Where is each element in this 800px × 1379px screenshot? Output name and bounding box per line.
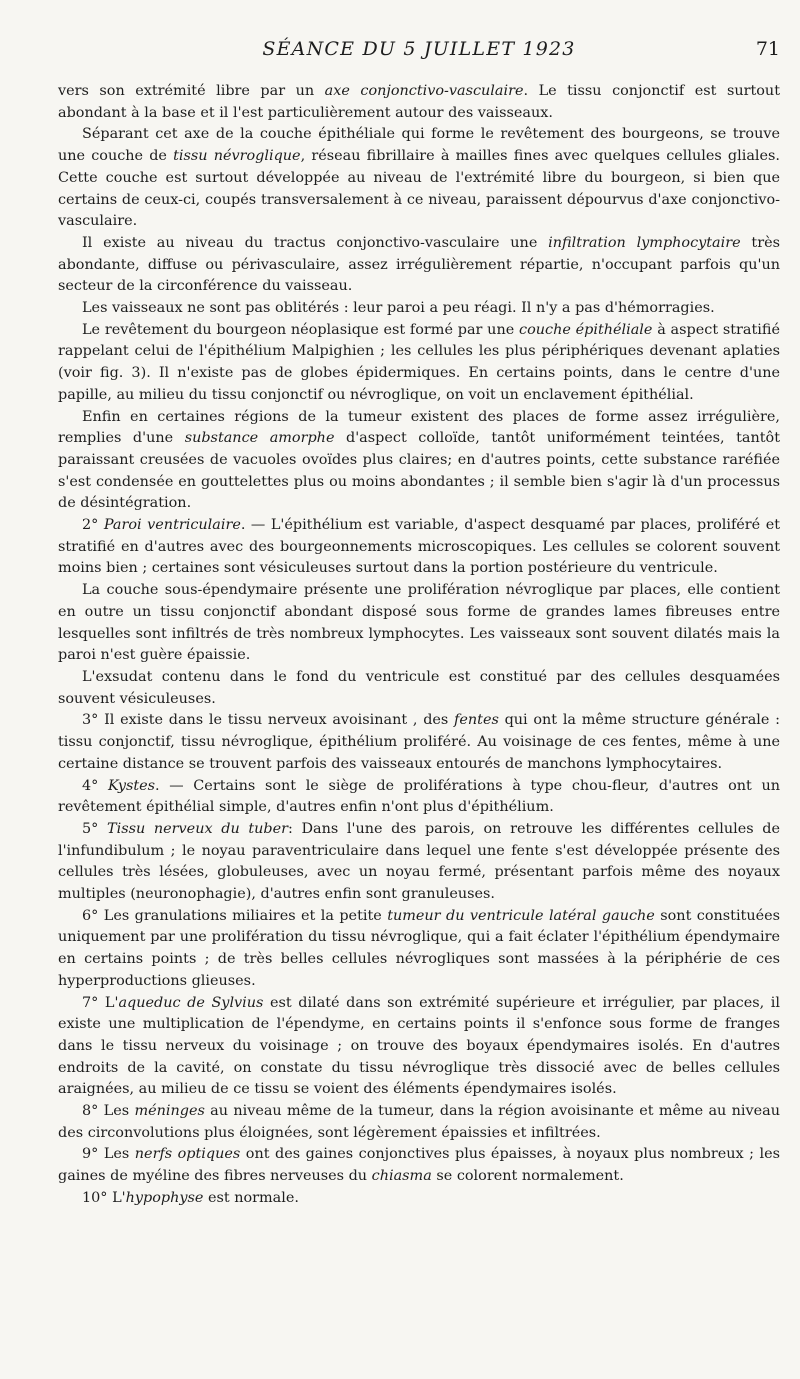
italic-run: aqueduc de Sylvius — [118, 994, 264, 1011]
paragraph — [58, 298, 780, 320]
text-run: 3° Il existe dans le tissu nerveux avoisinant , des — [82, 712, 455, 729]
text-run: ont des gaines conjonctives plus épaisses, à noyaux plus nombreux ; les gaines de myéline des fibres nerveuses du — [58, 1146, 780, 1185]
paragraph — [58, 710, 780, 775]
text-run: La couche sous-épendymaire présente une prolifération névroglique par places, elle contient en outre un tissu conjonctif abondant disposé sous forme de grandes lames fibreuses entre lesquelles sont infiltrés de très nombreux lymphocytes. Les vaisseaux sont souvent dilatés mais la paroi n'est guère épaissie. — [58, 582, 780, 664]
paragraph — [58, 993, 780, 1102]
running-title: SÉANCE DU 5 JUILLET 1923 — [262, 38, 576, 60]
text-run: se colorent normalement. — [431, 1168, 624, 1185]
paragraph — [58, 776, 780, 819]
paragraph — [58, 407, 780, 516]
italic-run: hypophyse — [125, 1189, 204, 1206]
text-run: sont constituées uniquement par une prolifération du tissu névroglique, qui a fait éclater l'épithélium épendymaire en certains points ; de très belles cellules névrogliques sont massées à la périphérie de ces hyperproductions glieuses. — [58, 907, 781, 989]
body-text — [58, 81, 780, 1210]
italic-run: méninges — [134, 1103, 205, 1120]
text-run: au niveau même de la tumeur, dans la région avoisinante et même au niveau des circonvolutions plus éloignées, sont légèrement épaissies et infiltrées. — [58, 1103, 780, 1141]
italic-run: Tissu nerveux du tuber — [107, 820, 289, 837]
text-run: 9° Les — [82, 1146, 135, 1163]
text-run: 2° — [82, 517, 104, 534]
text-run: est dilaté dans son extrémité supérieure et irrégulier, par places, il existe une multiplication de l'épendyme, en certains points il s'enfonce sous forme de franges dans le tissu nerveux du voisinage ; on trouve des boyaux épendymaires isolés. En d'autres endroits de la cavité, on constate du tissu névroglique très dissocié avec de belles cellules araignées, au milieu de ce tissu se voient des éléments épendymaires isolés. — [58, 994, 780, 1098]
text-run: 8° Les — [82, 1103, 135, 1120]
text-run: très abondante, diffuse ou périvasculaire, assez irrégulièrement répartie, n'occupant parfois qu'un secteur de la circonférence du vaisseau. — [58, 234, 780, 295]
italic-run: infiltration lymphocytaire — [548, 234, 741, 251]
text-run: qui ont la même structure générale : tissu conjonctif, tissu névroglique, épithélium proliféré. Au voisinage de ces fentes, même à une certaine distance se trouvent parfois des vaisseaux entourés de manchons lymphocytaires. — [58, 712, 780, 772]
italic-run: axe conjonctivo-vasculaire — [324, 83, 524, 99]
text-run: est normale. — [203, 1189, 299, 1206]
paragraph — [58, 906, 780, 993]
italic-run: tumeur du ventricule latéral gauche — [387, 907, 655, 924]
paragraph — [58, 81, 780, 124]
text-run: 10° L' — [82, 1189, 126, 1206]
paragraph — [58, 515, 780, 580]
italic-run: tissu névroglique — [173, 148, 301, 165]
text-run: 4° — [82, 777, 108, 794]
text-run: à aspect stratifié rappelant celui de l'épithélium Malpighien ; les cellules les plus périphériques devenant aplaties (voir fig. 3). Il n'existe pas de globes épidermiques. En certains points, dans le centre d'une papille, au milieu du tissu conjonctif ou névroglique, on voit un enclavement épithélial. — [58, 321, 780, 403]
italic-run: chiasma — [371, 1168, 432, 1185]
text-run: d'aspect colloïde, tantôt uniformément teintées, tantôt paraissant creusées de vacuoles ovoïdes plus claires; en d'autres points, cette substance raréfiée s'est condensée en gouttelettes plus ou moins abondantes ; il semble bien s'agir là d'un processus de désintégration. — [58, 430, 781, 512]
paragraph — [58, 667, 780, 710]
italic-run: substance amorphe — [184, 430, 335, 447]
text-run: . — Certains sont le siège de proliférations à type chou-fleur, d'autres ont un revêtement épithélial simple, d'autres enfin n'ont plus d'épithélium. — [58, 777, 780, 816]
paragraph — [58, 580, 780, 667]
page-number: 71 — [755, 38, 780, 60]
text-run: . Le tissu conjonctif est surtout abondant à la base et il l'est particulièrement autour des vaisseaux. — [58, 83, 780, 121]
text-run: . — L'épithélium est variable, d'aspect desquamé par places, proliféré et stratifié en d'autres avec des bourgeonnements microscopiques. Les cellules se colorent souvent moins bien ; certaines sont vésiculeuses surtout dans la portion postérieure du ventricule. — [58, 517, 780, 577]
text-run: 5° — [82, 820, 107, 837]
text-run: : Dans l'une des parois, on retrouve les différentes cellules de l'infundibulum ; le noyau paraventriculaire dans lequel une fente s'est développée présente des cellules très lésées, globuleuses, avec un noyau fermé, présentant parfois même des noyaux multiples (neuronophagie), d'autres enfin sont granuleuses. — [58, 820, 780, 903]
italic-run: Kystes — [108, 777, 156, 794]
text-run: 6° Les granulations miliaires et la petite — [82, 907, 388, 924]
text-run: vers son extrémité libre par un — [58, 83, 325, 99]
text-run: L'exsudat contenu dans le fond du ventricule est constitué par des cellules desquamées souvent vésiculeuses. — [58, 668, 780, 707]
italic-run: Paroi ventriculaire — [103, 517, 241, 534]
paragraph — [58, 320, 780, 407]
italic-run: fentes — [454, 712, 499, 729]
paragraph — [58, 1188, 780, 1210]
page-header — [58, 38, 780, 64]
text-run: Le revêtement du bourgeon néoplasique est formé par une — [82, 321, 520, 338]
italic-run: couche épithéliale — [519, 321, 653, 338]
italic-run: nerfs optiques — [134, 1146, 241, 1163]
paragraph — [58, 819, 780, 906]
text-run: Les vaisseaux ne sont pas oblitérés : leur paroi a peu réagi. Il n'y a pas d'hémorragies. — [82, 300, 715, 317]
text-run: , réseau fibrillaire à mailles fines avec quelques cellules gliales. Cette couche est surtout développée au niveau de l'extrémité libre du bourgeon, si bien que certains de ceux-ci, coupés transversalement à ce niveau, paraissent dépourvus d'axe conjonctivo-vasculaire. — [58, 148, 781, 230]
text-run: Il existe au niveau du tractus conjonctivo-vasculaire une — [82, 234, 549, 251]
paragraph — [58, 1101, 780, 1144]
text-run: 7° L' — [82, 994, 119, 1011]
paragraph — [58, 124, 780, 233]
text-run: Enfin en certaines régions de la tumeur existent des places de forme assez irrégulière, remplies d'une — [58, 408, 780, 447]
paragraph — [58, 233, 780, 298]
paragraph — [58, 1144, 780, 1187]
text-run: Séparant cet axe de la couche épithéliale qui forme le revêtement des bourgeons, se trouve une couche de — [58, 126, 780, 165]
